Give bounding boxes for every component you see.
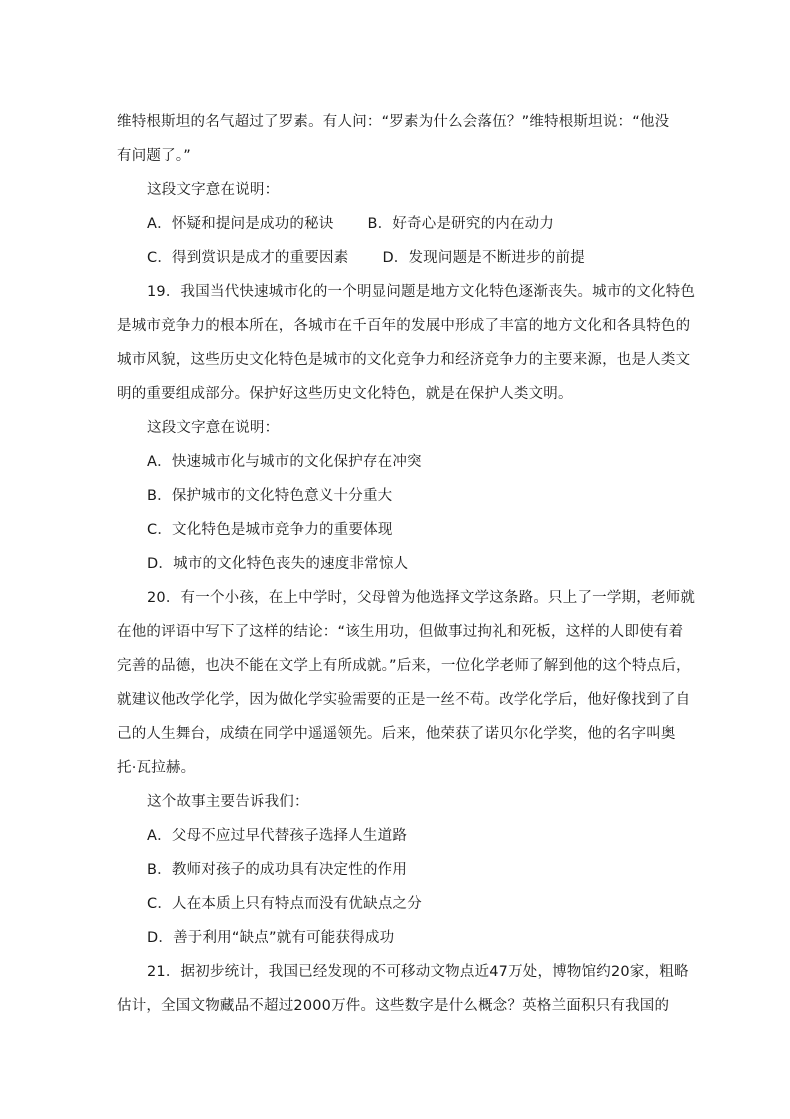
option-b: B．好奇心是研究的内在动力 [367, 216, 555, 232]
paragraph-line: 托·瓦拉赫。 [117, 760, 196, 776]
paragraph-line: 在他的评语中写下了这样的结论：“该生用功，但做事过拘礼和死板，这样的人即使有着 [117, 624, 684, 640]
option-d: D．善于利用“缺点”就有可能获得成功 [147, 930, 395, 946]
question-stem: 这段文字意在说明： [147, 420, 280, 436]
option-d: D．发现问题是不断进步的前提 [382, 250, 585, 266]
option-c: C．得到赏识是成才的重要因素 [147, 250, 349, 266]
option-c: C．文化特色是城市竞争力的重要体现 [147, 522, 393, 538]
paragraph-line: 城市风貌，这些历史文化特色是城市的文化竞争力和经济竞争力的主要来源，也是人类文 [117, 352, 691, 368]
paragraph-line: 就建议他改学化学，因为做化学实验需要的正是一丝不苟。改学化学后，他好像找到了自 [117, 692, 691, 708]
paragraph-line: 完善的品德，也决不能在文学上有所成就。”后来，一位化学老师了解到他的这个特点后， [117, 658, 691, 674]
paragraph-line: 是城市竞争力的根本所在，各城市在千百年的发展中形成了丰富的地方文化和各具特色的 [117, 318, 691, 334]
option-row [147, 214, 554, 234]
option-b: B．保护城市的文化特色意义十分重大 [147, 488, 393, 504]
option-c: C．人在本质上只有特点而没有优缺点之分 [147, 896, 422, 912]
question-stem: 这个故事主要告诉我们： [147, 794, 309, 810]
option-a: A．父母不应过早代替孩子选择人生道路 [147, 828, 408, 844]
question-stem: 这段文字意在说明： [147, 182, 280, 198]
option-row [147, 248, 585, 268]
option-b: B．教师对孩子的成功具有决定性的作用 [147, 862, 408, 878]
option-a: A．快速城市化与城市的文化保护存在冲突 [147, 454, 422, 470]
paragraph-line: 19．我国当代快速城市化的一个明显问题是地方文化特色逐渐丧失。城市的文化特色 [147, 284, 696, 300]
option-a: A．怀疑和提问是成功的秘诀 [147, 216, 334, 232]
paragraph-line: 维特根斯坦的名气超过了罗素。有人问：“罗素为什么会落伍？”维特根斯坦说：“他没 [117, 114, 670, 130]
paragraph-line: 20．有一个小孩，在上中学时，父母曾为他选择文学这条路。只上了一学期，老师就 [147, 590, 696, 606]
option-d: D．城市的文化特色丧失的速度非常惊人 [147, 556, 409, 572]
paragraph-line: 明的重要组成部分。保护好这些历史文化特色，就是在保护人类文明。 [117, 386, 573, 402]
paragraph-line: 有问题了。” [117, 148, 191, 164]
paragraph-line: 估计，全国文物藏品不超过2000万件。这些数字是什么概念？英格兰面积只有我国的 [117, 998, 670, 1014]
paragraph-line: 己的人生舞台，成绩在同学中遥遥领先。后来，他荣获了诺贝尔化学奖，他的名字叫奥 [117, 726, 676, 742]
paragraph-line: 21．据初步统计，我国已经发现的不可移动文物点近47万处，博物馆约20家，粗略 [147, 964, 689, 980]
